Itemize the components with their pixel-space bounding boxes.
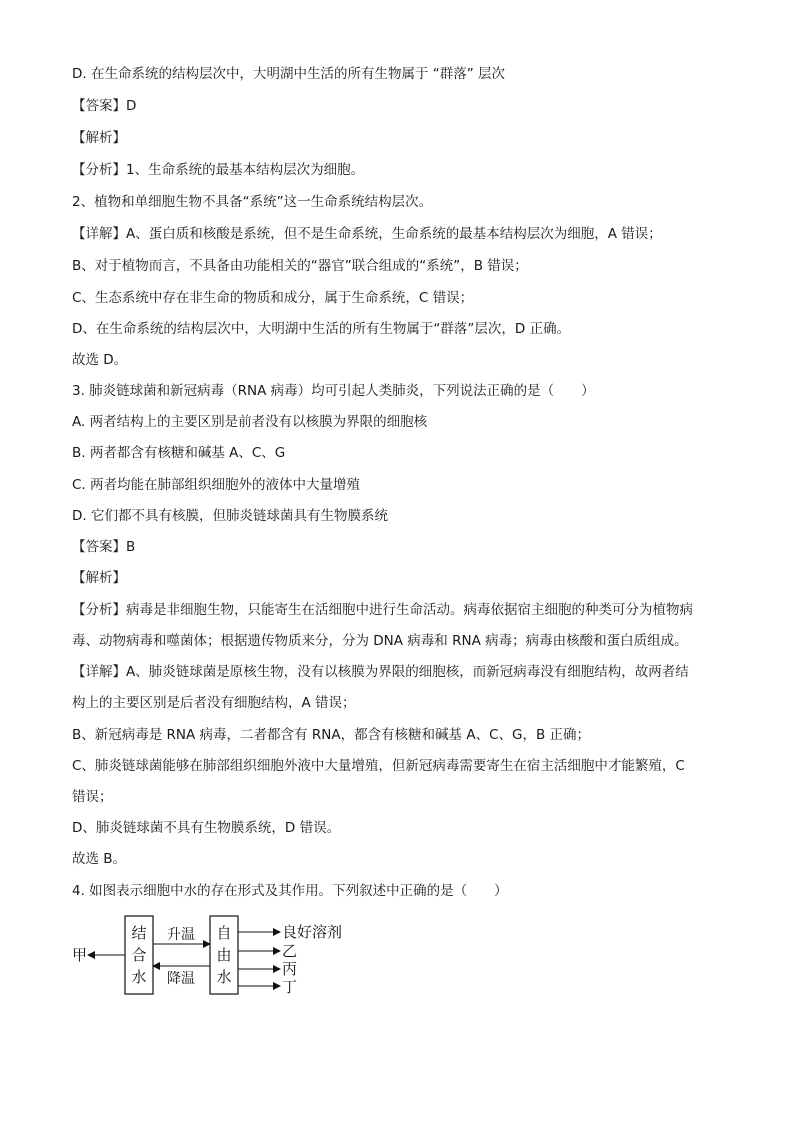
conclusion-text: 故选 D。 bbox=[72, 352, 128, 368]
water-forms-diagram bbox=[70, 908, 370, 1000]
output-label-bing: 丙 bbox=[282, 960, 298, 978]
detail-text: 【详解】A、肺炎链球菌是原核生物，没有以核膜为界限的细胞核，而新冠病毒没有细胞结构，故两者结 bbox=[72, 664, 689, 680]
heating-label: 升温 bbox=[167, 927, 195, 943]
detail-text: D、肺炎链球菌不具有生物膜系统，D 错误。 bbox=[72, 820, 341, 836]
answer-label: 【答案】B bbox=[72, 539, 136, 555]
detail-text: 错误； bbox=[72, 789, 113, 805]
output-label-ding: 丁 bbox=[282, 978, 298, 996]
detail-text: C、肺炎链球菌能够在肺部组织细胞外液中大量增殖，但新冠病毒需要寄生在宿主活细胞中才能繁殖，C bbox=[72, 758, 685, 774]
analysis-text: 【分析】1、生命系统的最基本结构层次为细胞。 bbox=[72, 162, 365, 178]
answer-label: 【答案】D bbox=[72, 98, 137, 114]
free-water-char: 自 bbox=[216, 924, 232, 942]
detail-text: B、新冠病毒是 RNA 病毒，二者都含有 RNA，都含有核糖和碱基 A、C、G，B 正确； bbox=[72, 727, 591, 743]
analysis-text: 毒、动物病毒和噬菌体；根据遗传物质来分，分为 DNA 病毒和 RNA 病毒；病毒由核酸和蛋白质组成。 bbox=[72, 633, 688, 649]
free-water-char: 水 bbox=[216, 968, 232, 986]
question-3-option-a: A. 两者结构上的主要区别是前者没有以核膜为界限的细胞核 bbox=[72, 414, 428, 430]
question-3-stem: 3. 肺炎链球菌和新冠病毒（RNA 病毒）均可引起人类肺炎，下列说法正确的是（ ） bbox=[72, 383, 595, 399]
detail-text: B、对于植物而言，不具备由功能相关的“器官”联合组成的“系统”，B 错误； bbox=[72, 258, 528, 274]
question-3-option-b: B. 两者都含有核糖和碱基 A、C、G bbox=[72, 445, 286, 461]
cooling-label: 降温 bbox=[167, 971, 195, 987]
question-3-option-d: D. 它们都不具有核膜，但肺炎链球菌具有生物膜系统 bbox=[72, 508, 388, 524]
output-label-solvent: 良好溶剂 bbox=[282, 923, 343, 941]
question-2-option-d: D. 在生命系统的结构层次中，大明湖中生活的所有生物属于 “群落” 层次 bbox=[72, 66, 506, 82]
question-3-option-c: C. 两者均能在肺部组织细胞外的液体中大量增殖 bbox=[72, 477, 361, 493]
detail-text: 构上的主要区别是后者没有细胞结构，A 错误； bbox=[72, 695, 356, 711]
conclusion-text: 故选 B。 bbox=[72, 851, 127, 867]
bound-water-char: 合 bbox=[131, 946, 147, 964]
detail-text: D、在生命系统的结构层次中，大明湖中生活的所有生物属于“群落”层次，D 正确。 bbox=[72, 321, 571, 337]
output-label-yi: 乙 bbox=[282, 942, 298, 960]
question-4-stem: 4. 如图表示细胞中水的存在形式及其作用。下列叙述中正确的是（ ） bbox=[72, 883, 508, 899]
bound-water-char: 水 bbox=[131, 968, 147, 986]
analysis-label: 【解析】 bbox=[72, 130, 126, 146]
output-label-jia: 甲 bbox=[72, 946, 88, 964]
analysis-label: 【解析】 bbox=[72, 570, 126, 586]
detail-text: C、生态系统中存在非生命的物质和成分，属于生命系统，C 错误； bbox=[72, 290, 474, 306]
bound-water-char: 结 bbox=[131, 924, 147, 942]
analysis-text: 【分析】病毒是非细胞生物，只能寄生在活细胞中进行生命活动。病毒依据宿主细胞的种类可分为植物病 bbox=[72, 602, 693, 618]
detail-text: 【详解】A、蛋白质和核酸是系统，但不是生命系统，生命系统的最基本结构层次为细胞，A 错误； bbox=[72, 226, 662, 242]
free-water-char: 由 bbox=[216, 946, 232, 964]
analysis-text: 2、植物和单细胞生物不具备“系统”这一生命系统结构层次。 bbox=[72, 194, 433, 210]
